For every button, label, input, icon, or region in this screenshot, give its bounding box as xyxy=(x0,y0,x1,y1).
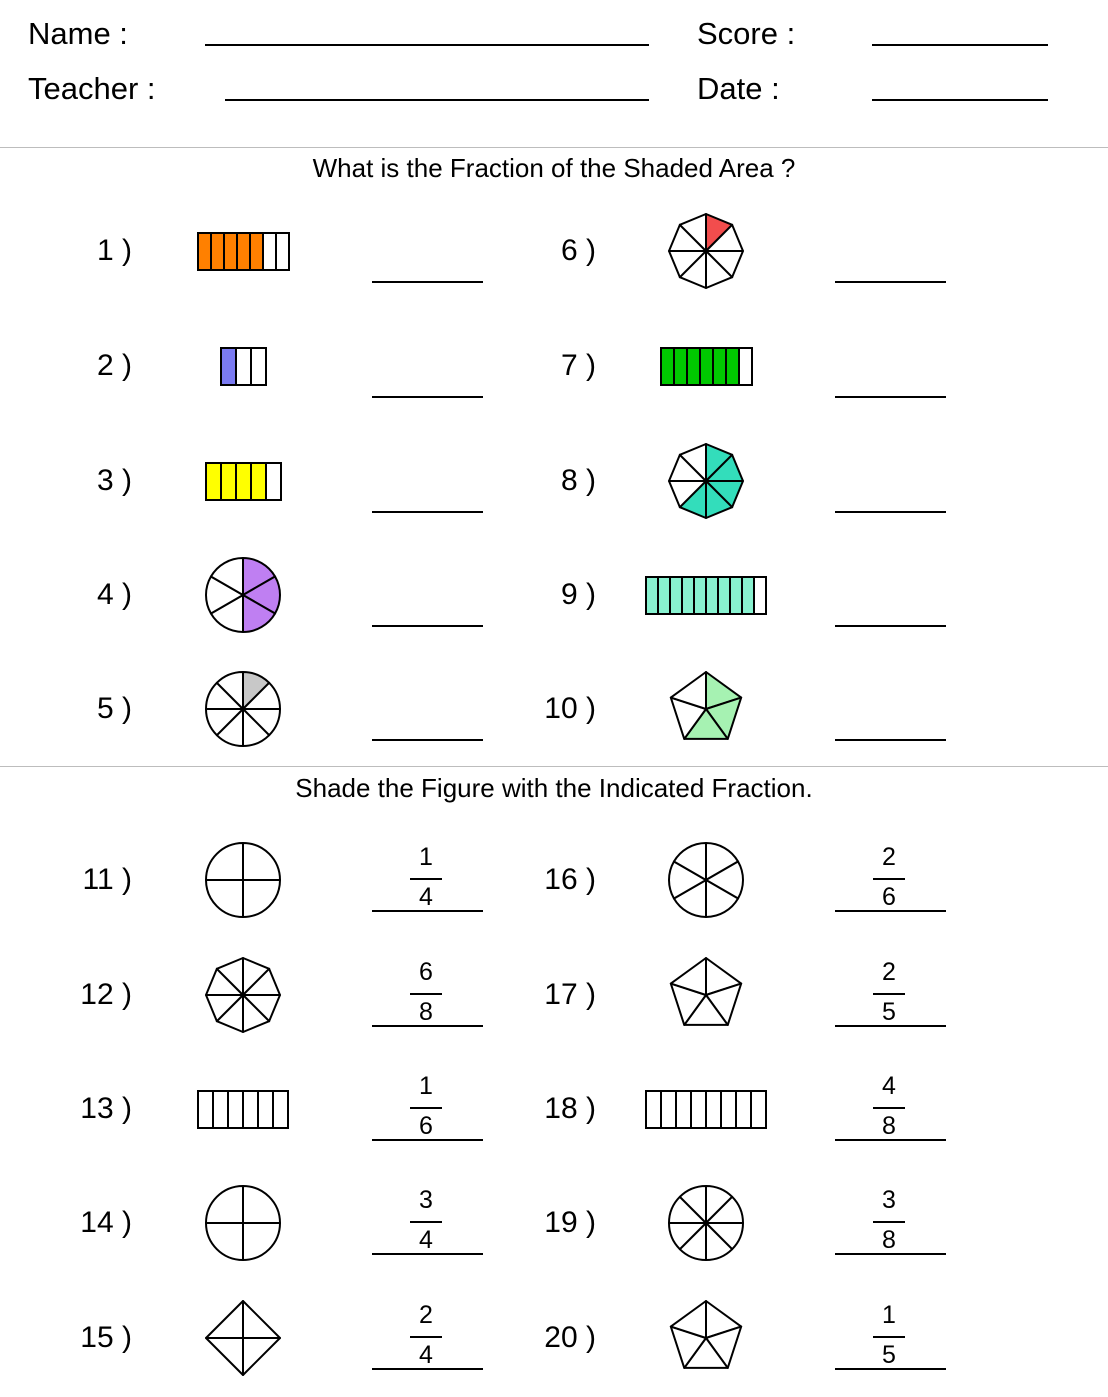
fraction-denominator: 4 xyxy=(419,883,433,911)
fraction-numerator: 2 xyxy=(419,1301,433,1329)
fraction-numerator: 4 xyxy=(882,1072,896,1100)
fraction-part[interactable] xyxy=(228,1091,243,1128)
fraction-numerator: 3 xyxy=(419,1186,433,1214)
fraction-part[interactable] xyxy=(661,1091,676,1128)
question-number: 6 ) xyxy=(560,234,596,267)
fraction-bar xyxy=(410,1221,442,1223)
fraction-denominator: 6 xyxy=(882,883,896,911)
fraction-bar xyxy=(410,1107,442,1109)
answer-line[interactable] xyxy=(835,1368,946,1370)
question-number: 4 ) xyxy=(96,578,132,611)
question-number: 17 ) xyxy=(544,978,596,1011)
answer-line[interactable] xyxy=(372,1025,483,1027)
fraction-part[interactable] xyxy=(243,1223,280,1260)
question-number: 16 ) xyxy=(544,863,596,896)
question-number: 18 ) xyxy=(544,1092,596,1125)
question-number: 9 ) xyxy=(560,578,596,611)
fraction-denominator: 8 xyxy=(419,998,433,1026)
fraction-numerator: 2 xyxy=(882,958,896,986)
question-number: 15 ) xyxy=(80,1321,132,1354)
question-number: 11 ) xyxy=(82,863,132,896)
date-label: Date : xyxy=(697,71,780,106)
fraction-part[interactable] xyxy=(721,1091,736,1128)
fraction-bar xyxy=(873,1221,905,1223)
fraction-bar xyxy=(410,878,442,880)
fraction-numerator: 2 xyxy=(882,843,896,871)
fraction-part[interactable] xyxy=(206,843,243,880)
fraction-numerator: 1 xyxy=(419,1072,433,1100)
bar-figure[interactable] xyxy=(196,1089,290,1130)
answer-line[interactable] xyxy=(835,1025,946,1027)
fraction-part[interactable] xyxy=(243,1301,280,1338)
fraction-part[interactable] xyxy=(213,1091,228,1128)
fraction-part[interactable] xyxy=(646,1091,661,1128)
circle-figure[interactable] xyxy=(666,1183,746,1263)
fraction-part[interactable] xyxy=(676,1091,691,1128)
fraction-part[interactable] xyxy=(243,1338,280,1375)
fraction-numerator: 1 xyxy=(882,1301,896,1329)
question-number: 2 ) xyxy=(96,349,132,382)
question-number: 10 ) xyxy=(544,692,596,725)
fraction-bar xyxy=(873,993,905,995)
fraction-part[interactable] xyxy=(243,843,280,880)
fraction-part[interactable] xyxy=(206,1223,243,1260)
pentagon-figure[interactable] xyxy=(666,1298,746,1378)
question-number: 8 ) xyxy=(560,464,596,497)
fraction-part[interactable] xyxy=(243,1186,280,1223)
fraction-numerator: 3 xyxy=(882,1186,896,1214)
fraction-part[interactable] xyxy=(691,1091,706,1128)
fraction-denominator: 5 xyxy=(882,998,896,1026)
fraction-denominator: 5 xyxy=(882,1341,896,1369)
fraction-denominator: 4 xyxy=(419,1341,433,1369)
question-number: 20 ) xyxy=(544,1321,596,1354)
fraction-part[interactable] xyxy=(206,880,243,917)
fraction-part[interactable] xyxy=(243,1091,258,1128)
fraction-part[interactable] xyxy=(258,1091,273,1128)
fraction-denominator: 8 xyxy=(882,1226,896,1254)
question-number: 1 ) xyxy=(96,234,132,267)
question-number: 14 ) xyxy=(80,1206,132,1239)
fraction-part[interactable] xyxy=(206,1301,243,1338)
question-number: 3 ) xyxy=(96,464,132,497)
answer-line[interactable] xyxy=(835,1139,946,1141)
section2-title: Shade the Figure with the Indicated Fraction. xyxy=(295,773,813,803)
bar-figure[interactable] xyxy=(644,1089,768,1130)
answer-line[interactable] xyxy=(835,1253,946,1255)
question-number: 12 ) xyxy=(80,978,132,1011)
fraction-bar xyxy=(873,878,905,880)
fraction-numerator: 6 xyxy=(419,958,433,986)
fraction-part[interactable] xyxy=(736,1091,751,1128)
fraction-part[interactable] xyxy=(243,880,280,917)
answer-line[interactable] xyxy=(372,1139,483,1141)
fraction-bar xyxy=(410,1336,442,1338)
fraction-part[interactable] xyxy=(206,1186,243,1223)
answer-line[interactable] xyxy=(835,910,946,912)
name-label: Name : xyxy=(28,16,128,51)
fraction-denominator: 6 xyxy=(419,1112,433,1140)
question-number: 5 ) xyxy=(96,692,132,725)
fraction-denominator: 4 xyxy=(419,1226,433,1254)
fraction-part[interactable] xyxy=(706,1091,721,1128)
fraction-part[interactable] xyxy=(206,1338,243,1375)
answer-line[interactable] xyxy=(372,910,483,912)
fraction-part[interactable] xyxy=(198,1091,213,1128)
octagon-figure[interactable] xyxy=(203,955,283,1035)
question-number: 7 ) xyxy=(560,349,596,382)
circle-figure[interactable] xyxy=(203,840,283,920)
fraction-bar xyxy=(873,1107,905,1109)
fraction-denominator: 8 xyxy=(882,1112,896,1140)
answer-line[interactable] xyxy=(372,1368,483,1370)
square-figure[interactable] xyxy=(203,1298,283,1378)
fraction-numerator: 1 xyxy=(419,843,433,871)
section1-title: What is the Fraction of the Shaded Area ? xyxy=(312,153,796,183)
circle-figure[interactable] xyxy=(666,840,746,920)
teacher-label: Teacher : xyxy=(28,71,156,106)
fraction-bar xyxy=(410,993,442,995)
score-label: Score : xyxy=(697,16,796,51)
fraction-part[interactable] xyxy=(751,1091,766,1128)
fraction-part[interactable] xyxy=(273,1091,288,1128)
circle-figure[interactable] xyxy=(203,1183,283,1263)
pentagon-figure[interactable] xyxy=(666,955,746,1035)
question-number: 13 ) xyxy=(80,1092,132,1125)
answer-line[interactable] xyxy=(372,1253,483,1255)
question-number: 19 ) xyxy=(544,1206,596,1239)
fraction-bar xyxy=(873,1336,905,1338)
